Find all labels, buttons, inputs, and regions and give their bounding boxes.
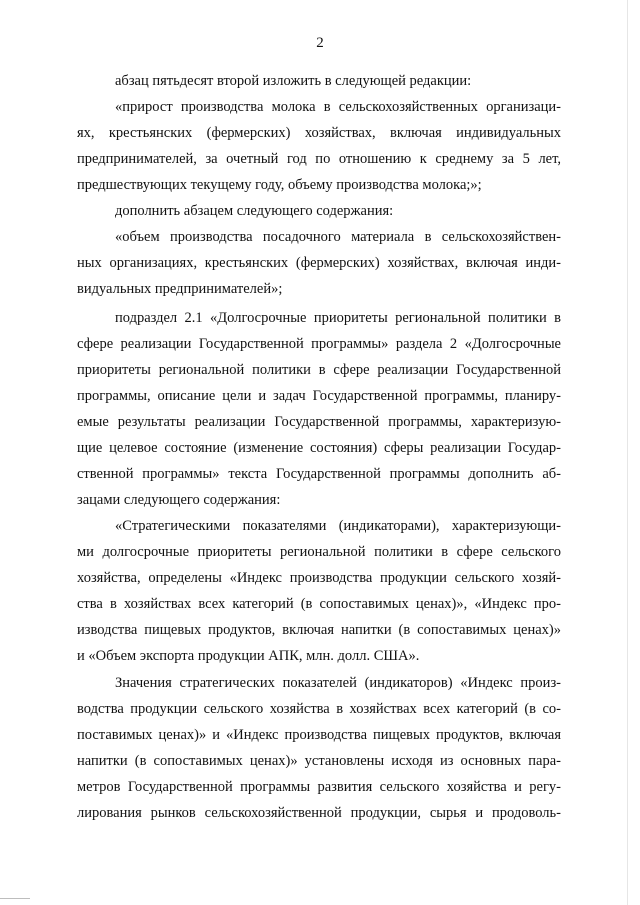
text-line: предшествующих текущему году, объему производства молока;»; <box>77 177 482 193</box>
text-line: видуальных предпринимателей»; <box>77 281 283 297</box>
text-line: предпринимателей, за очетный год по отношению к среднему за 5 лет, <box>77 151 561 167</box>
text-line: сфере реализации Государственной программы» раздела 2 «Долгосрочные <box>77 336 561 352</box>
scan-edge-line <box>627 0 628 905</box>
text-line: программы, описание цели и задач Государственной программы, планиру- <box>77 388 561 404</box>
text-line: подраздел 2.1 «Долгосрочные приоритеты региональной политики в <box>115 310 561 326</box>
text-line: и «Объем экспорта продукции АПК, млн. долл. США». <box>77 648 420 664</box>
text-block-2 <box>77 305 561 513</box>
text-line: дополнить абзацем следующего содержания: <box>115 203 394 219</box>
text-line: лирования рынков сельскохозяйственной продукции, сырья и продоволь- <box>77 805 561 821</box>
text-line: водства продукции сельского хозяйства в хозяйствах всех категорий (в со- <box>77 701 561 717</box>
text-line: ях, крестьянских (фермерских) хозяйствах, включая индивидуальных <box>77 125 561 141</box>
text-block-4 <box>77 670 561 826</box>
text-line: ственной программы» текста Государственной программы дополнить аб- <box>77 466 561 482</box>
text-line: абзац пятьдесят второй изложить в следующей редакции: <box>115 73 472 89</box>
text-line: емые результаты реализации Государственной программы, характеризую- <box>77 414 561 430</box>
text-line: приоритеты региональной политики в сфере реализации Государственной <box>77 362 561 378</box>
text-line: ства в хозяйствах всех категорий (в сопоставимых ценах)», «Индекс про- <box>77 596 561 612</box>
text-line: хозяйства, определены «Индекс производства продукции сельского хозяй- <box>77 570 561 586</box>
text-line: ми долгосрочные приоритеты региональной политики в сфере сельского <box>77 544 561 560</box>
text-block-3 <box>77 513 561 669</box>
text-line: щие целевое состояние (изменение состояния) сферы реализации Государ- <box>77 440 561 456</box>
text-line: «прирост производства молока в сельскохозяйственных организаци- <box>115 99 561 115</box>
text-line: «объем производства посадочного материала в сельскохозяйствен- <box>115 229 561 245</box>
text-line: метров Государственной программы развития сельского хозяйства и регу- <box>77 779 561 795</box>
text-line: напитки (в сопоставимых ценах)» установлены исходя из основных пара- <box>77 753 561 769</box>
scan-corner-mark <box>0 898 30 899</box>
text-line: ных организациях, крестьянских (фермерских) хозяйствах, включая инди- <box>77 255 561 271</box>
text-block-1 <box>77 68 561 302</box>
text-line: зацами следующего содержания: <box>77 492 281 508</box>
page-number: 2 <box>316 35 324 51</box>
text-line: изводства пищевых продуктов, включая напитки (в сопоставимых ценах)» <box>77 622 561 638</box>
text-line: поставимых ценах)» и «Индекс производства пищевых продуктов, включая <box>77 727 561 743</box>
text-line: «Стратегическими показателями (индикаторами), характеризующи- <box>115 518 561 534</box>
text-line: Значения стратегических показателей (индикаторов) «Индекс произ- <box>115 675 561 691</box>
